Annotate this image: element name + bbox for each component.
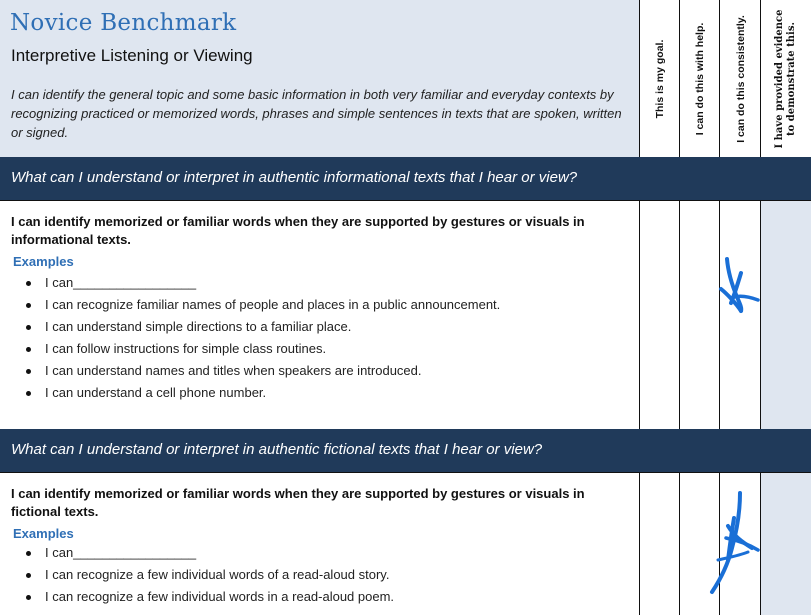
- can-do-statement: I can identify memorized or familiar words when they are supported by gestures or visuals in fictional texts.: [11, 486, 585, 519]
- handwritten-check-icon: [704, 490, 764, 595]
- section-question-fictional: What can I understand or interpret in authentic fictional texts that I hear or view?: [11, 441, 543, 458]
- grid-line: [0, 472, 811, 473]
- bullet-icon: [26, 303, 31, 308]
- bullet-icon: [26, 347, 31, 352]
- grid-line: [639, 200, 640, 429]
- column-header-consistently-label: I can do this consistently.: [734, 14, 747, 143]
- section-body-fictional: [0, 472, 640, 615]
- list-item: I can recognize a few individual words in a read-aloud poem.: [0, 586, 630, 608]
- grid-line: [679, 0, 680, 157]
- grid-line: [679, 472, 680, 615]
- grid-line: [679, 200, 680, 429]
- list-item: I can understand simple directions to a familiar place.: [0, 316, 630, 338]
- evidence-cell-fictional: [761, 472, 811, 615]
- column-header-consistently: [720, 0, 761, 157]
- section-body-informational: [0, 200, 640, 429]
- benchmark-description: I can identify the general topic and some basic information in both very familiar and everyday contexts by recognizing practiced or memorized words, phrases and simple sentences in texts that are spoken, written or signed.: [11, 87, 622, 140]
- section-bar-informational: [0, 157, 811, 200]
- column-header-with-help: [680, 0, 720, 157]
- section-bar-fictional: [0, 429, 811, 472]
- list-item: I can recognize familiar names of people and places in a public announcement.: [0, 294, 630, 316]
- column-header-goal-label: This is my goal.: [654, 39, 666, 118]
- column-header-evidence: [761, 0, 811, 157]
- grid-line: [639, 0, 640, 157]
- bullet-icon: [26, 369, 31, 374]
- list-item: I can understand names and titles when speakers are introduced.: [0, 360, 630, 382]
- section-question-informational: What can I understand or interpret in authentic informational texts that I hear or view?: [11, 169, 578, 186]
- column-header-evidence-line2: to demonstrate this.: [786, 21, 797, 136]
- grid-line: [719, 0, 720, 157]
- examples-label: Examples: [13, 526, 74, 541]
- bullet-icon: [26, 573, 31, 578]
- examples-label: Examples: [13, 254, 74, 269]
- bullet-icon: [26, 281, 31, 286]
- list-item: I can understand a cell phone number.: [0, 382, 630, 404]
- benchmark-header: [0, 0, 640, 157]
- list-item: I can follow instructions for simple class routines.: [0, 338, 630, 360]
- evidence-cell-informational: [761, 200, 811, 429]
- page-subtitle: Interpretive Listening or Viewing: [11, 46, 253, 65]
- column-header-goal: [640, 0, 680, 157]
- column-header-with-help-label: I can do this with help.: [694, 22, 706, 135]
- list-item: I can recognize a few individual words of a read-aloud story.: [0, 564, 630, 586]
- handwritten-check-icon: [718, 255, 768, 325]
- column-header-evidence-line1: I have provided evidence: [774, 9, 785, 148]
- bullet-icon: [26, 391, 31, 396]
- examples-list: [0, 272, 630, 404]
- bullet-icon: [26, 551, 31, 556]
- grid-line: [0, 200, 811, 201]
- grid-line: [639, 472, 640, 615]
- page-title: Novice Benchmark: [10, 10, 237, 36]
- grid-line: [760, 0, 761, 157]
- bullet-icon: [26, 325, 31, 330]
- list-item: I can_________________: [0, 272, 630, 294]
- list-item: I can_________________: [0, 542, 630, 564]
- examples-list: [0, 542, 630, 608]
- column-header-evidence-label: [774, 9, 798, 148]
- can-do-statement: I can identify memorized or familiar words when they are supported by gestures or visuals in informational texts.: [11, 214, 585, 247]
- bullet-icon: [26, 595, 31, 600]
